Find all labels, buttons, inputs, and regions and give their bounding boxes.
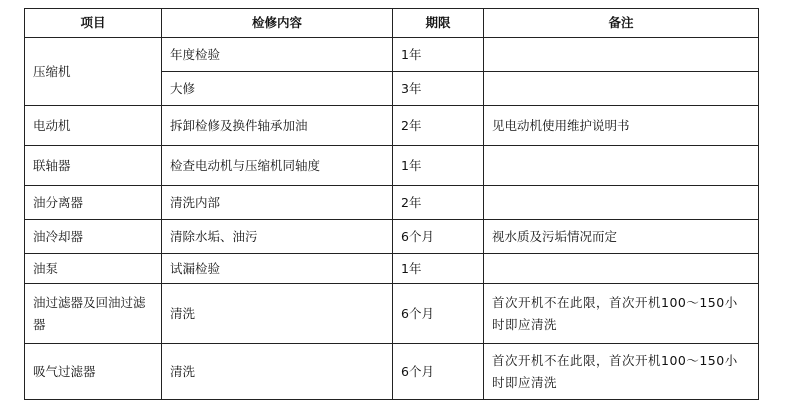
header-row [25, 9, 759, 38]
cell-note [484, 186, 759, 220]
cell-item: 油过滤器及回油过滤器 [25, 284, 162, 344]
cell-period: 6个月 [393, 220, 484, 254]
table-row [25, 186, 759, 220]
cell-note: 首次开机不在此限，首次开机100～150小时即应清洗 [484, 284, 759, 344]
cell-content: 大修 [162, 72, 393, 106]
cell-content: 清洗内部 [162, 186, 393, 220]
cell-content: 试漏检验 [162, 254, 393, 284]
clipped-text-line [30, 0, 360, 4]
table-row [25, 284, 759, 344]
cell-note [484, 38, 759, 72]
header-period: 期限 [393, 9, 484, 38]
table-row [25, 146, 759, 186]
cell-content: 清洗 [162, 284, 393, 344]
maintenance-table [24, 8, 759, 400]
cell-period: 6个月 [393, 344, 484, 400]
cell-content: 年度检验 [162, 38, 393, 72]
cell-period: 2年 [393, 186, 484, 220]
cell-item: 压缩机 [25, 38, 162, 106]
cell-period: 3年 [393, 72, 484, 106]
cell-note [484, 146, 759, 186]
cell-item: 油分离器 [25, 186, 162, 220]
cell-item: 电动机 [25, 106, 162, 146]
cell-content: 拆卸检修及换件轴承加油 [162, 106, 393, 146]
cell-note: 见电动机使用维护说明书 [484, 106, 759, 146]
cell-note [484, 72, 759, 106]
cell-period: 1年 [393, 146, 484, 186]
cell-period: 1年 [393, 38, 484, 72]
cell-content: 清洗 [162, 344, 393, 400]
cell-content: 检查电动机与压缩机同轴度 [162, 146, 393, 186]
table-row [25, 38, 759, 72]
cell-note: 首次开机不在此限，首次开机100～150小时即应清洗 [484, 344, 759, 400]
cell-period: 6个月 [393, 284, 484, 344]
cell-note [484, 254, 759, 284]
cell-item: 油泵 [25, 254, 162, 284]
cell-period: 1年 [393, 254, 484, 284]
cell-item: 油冷却器 [25, 220, 162, 254]
table-row [25, 106, 759, 146]
header-item: 项目 [25, 9, 162, 38]
cell-note: 视水质及污垢情况而定 [484, 220, 759, 254]
table-row [25, 344, 759, 400]
cell-period: 2年 [393, 106, 484, 146]
header-content: 检修内容 [162, 9, 393, 38]
cell-content: 清除水垢、油污 [162, 220, 393, 254]
cell-item: 联轴器 [25, 146, 162, 186]
cell-item: 吸气过滤器 [25, 344, 162, 400]
table-row [25, 220, 759, 254]
header-note: 备注 [484, 9, 759, 38]
table-row [25, 254, 759, 284]
